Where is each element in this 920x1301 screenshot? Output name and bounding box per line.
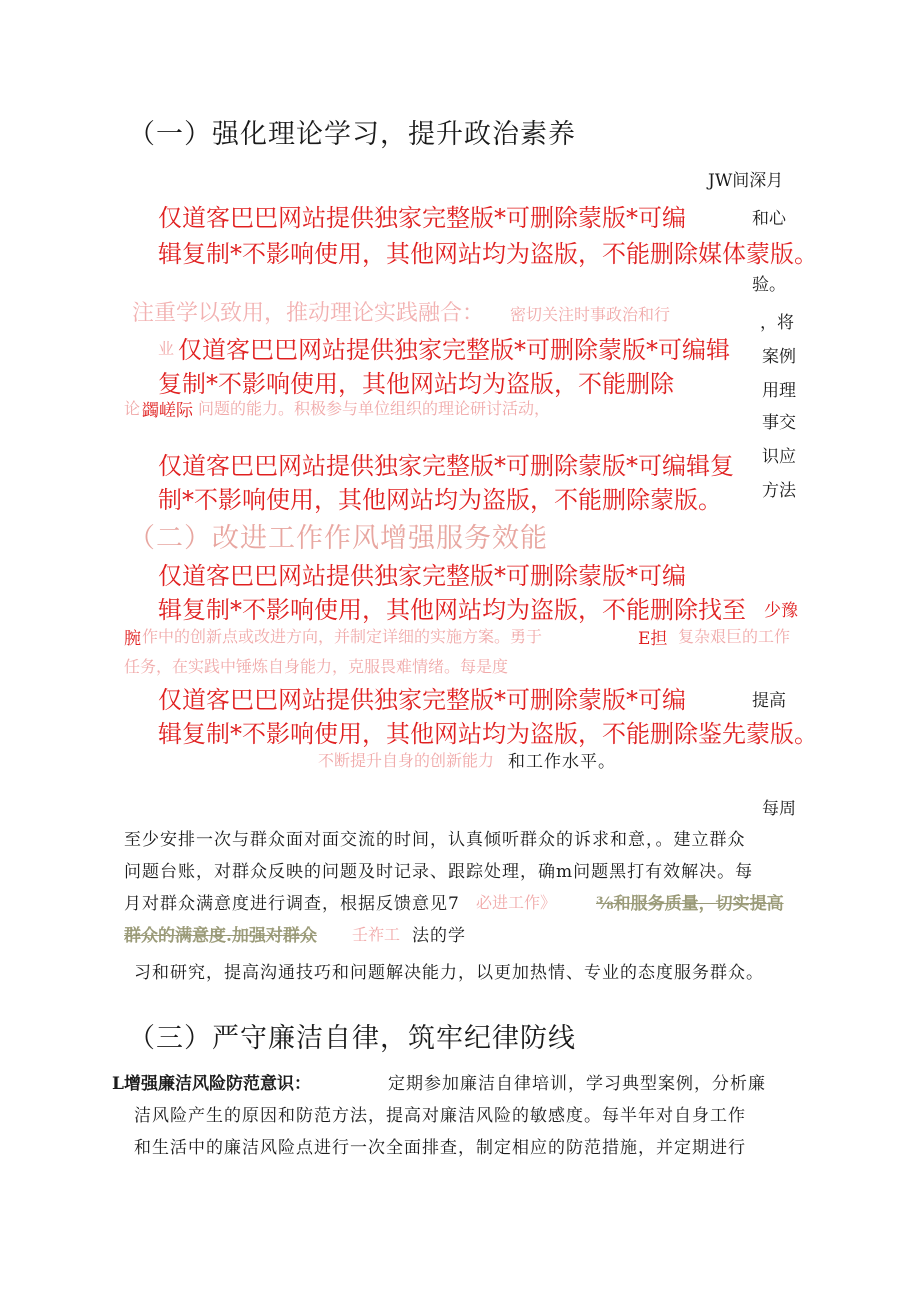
side-fragment: ，将: [760, 313, 794, 333]
faint-text: 复杂艰巨的工作: [678, 627, 791, 646]
struck-text: 群众的满意度.加强对群众: [124, 926, 317, 946]
section1-heading: （一）强化理论学习，提升政治素养: [128, 119, 576, 150]
watermark-line: 制*不影响使用，其他网站均为盗版，不能删除蒙版。: [158, 486, 722, 514]
watermark-line: 仅道客巴巴网站提供独家完整版*可删除蒙版*可编辑复: [158, 452, 734, 480]
section2-heading: （二）改进工作作风增强服务效能: [128, 523, 548, 554]
side-fragment: 和心: [752, 209, 786, 229]
faint-text: 任务，在实践中锤炼自身能力，克服畏难情绪。每是度: [124, 657, 509, 676]
side-fragment: 提高: [752, 691, 786, 711]
faint-text: 作中的创新点或改进方向，并制定详细的实施方案。勇于: [142, 627, 543, 646]
watermark-line: 仅道客巴巴网站提供独家完整版*可删除蒙版*可编: [158, 204, 686, 232]
watermark-line: 少豫: [764, 601, 798, 621]
faint-text: 必进工作》: [476, 893, 557, 912]
body-line: 月对群众满意度进行调查，根据反馈意见7: [124, 894, 460, 914]
watermark-line: 仅道客巴巴网站提供独家完整版*可删除蒙版*可编: [158, 562, 686, 590]
watermark-line: 复制*不影响使用，其他网站均为盗版，不能删除: [158, 370, 674, 398]
faint-text: 蠲嵯际: [142, 401, 193, 421]
side-fragment: JW间深月: [708, 171, 784, 191]
struck-text: ⅜和服务质量，切实提高: [596, 894, 784, 914]
faint-text: 业: [158, 339, 175, 358]
body-line: 和生活中的廉洁风险点进行一次全面排查，制定相应的防范措施，并定期进行: [134, 1138, 746, 1158]
faint-text: 密切关注时事政治和行: [510, 305, 671, 324]
watermark-line: 辑复制*不影响使用，其他网站均为盗版，不能删除鉴先蒙版。: [158, 720, 818, 748]
body-line: 习和研究，提高沟通技巧和问题解决能力，以更加热情、专业的态度服务群众。: [134, 963, 764, 983]
side-fragment: 识应: [762, 447, 796, 467]
faint-text: E担: [638, 629, 668, 649]
watermark-line: 辑复制*不影响使用，其他网站均为盗版，不能删除媒体蒙版。: [158, 240, 818, 268]
watermark-line: 辑复制*不影响使用，其他网站均为盗版，不能删除找至: [158, 596, 746, 624]
body-line: 至少安排一次与群众面对面交流的时间，认真倾听群众的诉求和意，。建立群众: [124, 830, 746, 850]
body-line: 法的学: [412, 926, 466, 946]
side-fragment: 用理: [762, 381, 796, 401]
watermark-line: 仅道客巴巴网站提供独家完整版*可删除蒙版*可编辑: [178, 336, 730, 364]
body-line: 定期参加廉洁自律培训，学习典型案例，分析廉: [388, 1074, 766, 1094]
side-fragment: 验。: [752, 275, 786, 295]
faint-text: 问题的能力。积极参与单位组织的理论研讨活动，: [198, 399, 551, 418]
faint-text: 注重学以致用，推动理论实践融合：: [132, 301, 485, 326]
faint-text: 腕: [124, 629, 141, 649]
body-text: 和工作水平。: [508, 752, 616, 772]
paragraph-lead: L增强廉洁风险防范意识：: [112, 1074, 311, 1094]
body-line: 问题台账，对群众反映的问题及时记录、跟踪处理，确m问题黑打有效解决。每: [124, 862, 754, 882]
section3-heading: （三）严守廉洁自律，筑牢纪律防线: [128, 1023, 576, 1054]
side-fragment: 案例: [762, 347, 796, 367]
body-line: 洁风险产生的原因和防范方法，提高对廉洁风险的敏感度。每半年对自身工作: [134, 1106, 746, 1126]
watermark-line: 仅道客巴巴网站提供独家完整版*可删除蒙版*可编: [158, 686, 686, 714]
side-fragment: 事交: [762, 413, 796, 433]
faint-text: 论: [124, 399, 141, 418]
faint-text: 不断提升自身的创新能力: [318, 751, 495, 770]
faint-text: 壬祚工: [352, 925, 401, 944]
side-fragment: 每周: [762, 799, 796, 819]
side-fragment: 方法: [762, 481, 796, 501]
